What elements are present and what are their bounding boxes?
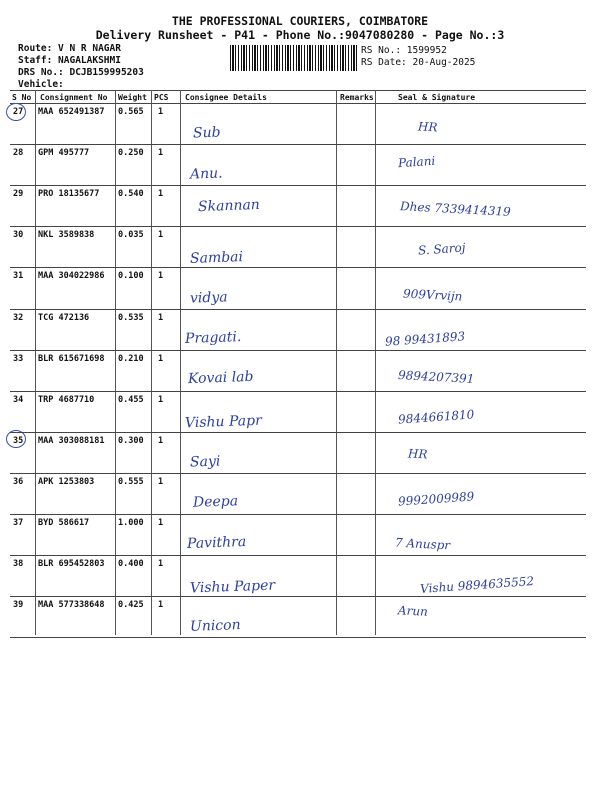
row-sno: 30 (13, 230, 24, 241)
rs-number: RS No.: 1599952 (361, 45, 447, 56)
row-weight: 0.300 (118, 435, 144, 446)
runsheet-subtitle: Delivery Runsheet - P41 - Phone No.:9047080280 - Page No.:3 (95, 28, 505, 42)
row-sno: 29 (13, 189, 24, 200)
consignee-handwriting: Skannan (197, 196, 261, 216)
row-weight: 0.555 (118, 476, 144, 487)
consignee-handwriting: Pavithra (186, 533, 247, 553)
row-pcs: 1 (158, 353, 164, 364)
row-divider (10, 350, 586, 351)
row-consignment-no: GPM 495777 (38, 148, 90, 159)
row-weight: 1.000 (118, 518, 144, 528)
consignee-handwriting: Sayi (189, 453, 221, 471)
col-consignee: Consignee Details (185, 93, 267, 102)
col-remarks: Remarks (340, 93, 374, 102)
consignee-handwriting: Sub (192, 124, 221, 142)
row-pcs: 1 (158, 312, 164, 323)
drs-label: DRS No.: DCJB159995203 (18, 67, 144, 78)
row-pcs: 1 (158, 435, 164, 446)
row-consignment-no: MAA 304022986 (38, 271, 105, 282)
consignee-handwriting: Vishu Paper (189, 577, 276, 597)
row-weight: 0.565 (118, 107, 144, 117)
vehicle-label: Vehicle: (18, 79, 64, 90)
row-divider (10, 267, 586, 268)
row-pcs: 1 (158, 230, 164, 241)
row-sno: 34 (13, 394, 24, 405)
row-divider (10, 391, 586, 392)
row-consignment-no: MAA 577338648 (38, 600, 105, 611)
row-weight: 0.035 (118, 230, 144, 241)
signature-handwriting: 9844661810 (397, 407, 475, 427)
row-sno: 36 (13, 476, 24, 487)
signature-handwriting: 909Vrvijn (402, 286, 463, 304)
consignee-handwriting: Pragati. (184, 329, 242, 347)
signature-handwriting: 7 Anuspr (394, 535, 451, 553)
row-divider (10, 226, 586, 227)
row-consignment-no: PRO 18135677 (38, 189, 100, 200)
row-weight: 0.535 (118, 312, 144, 323)
row-pcs: 1 (158, 600, 164, 611)
signature-handwriting: Palani (397, 153, 436, 171)
consignee-handwriting: Unicon (189, 617, 241, 635)
signature-handwriting: 9894207391 (397, 368, 475, 386)
col-signature: Seal & Signature (398, 93, 476, 102)
consignee-handwriting: Sambai (189, 249, 244, 267)
row-sno: 39 (13, 600, 24, 611)
row-consignment-no: BLR 695452803 (38, 559, 105, 570)
row-weight: 0.100 (118, 271, 144, 282)
signature-handwriting: HR (417, 119, 438, 135)
signature-handwriting: 9992009989 (397, 489, 475, 509)
row-weight: 0.210 (118, 353, 144, 364)
row-divider (10, 514, 586, 515)
row-divider (10, 185, 586, 186)
row-consignment-no: BYD 586617 (38, 518, 90, 528)
barcode (230, 45, 358, 71)
row-weight: 0.425 (118, 600, 144, 611)
row-sno: 38 (13, 559, 24, 570)
signature-handwriting: 98 99431893 (384, 329, 466, 349)
consignee-handwriting: vidya (189, 289, 228, 307)
row-sno: 32 (13, 312, 24, 323)
row-consignment-no: TCG 472136 (38, 312, 90, 323)
signature-handwriting: Arun (397, 603, 429, 619)
row-weight: 0.540 (118, 189, 144, 200)
row-divider (10, 473, 586, 474)
row-sno: 35 (13, 435, 24, 446)
row-pcs: 1 (158, 394, 164, 405)
row-consignment-no: NKL 3589838 (38, 230, 95, 241)
rs-date: RS Date: 20-Aug-2025 (361, 57, 476, 68)
signature-handwriting: HR (407, 446, 428, 462)
row-divider (10, 432, 586, 433)
row-pcs: 1 (158, 559, 164, 570)
signature-handwriting: Dhes 7339414319 (399, 199, 512, 219)
col-weight: Weight (118, 93, 147, 102)
signature-handwriting: Vishu 9894635552 (419, 574, 535, 596)
consignee-handwriting: Vishu Papr (184, 412, 263, 432)
row-weight: 0.250 (118, 148, 144, 159)
row-pcs: 1 (158, 107, 164, 117)
row-divider (10, 596, 586, 597)
row-pcs: 1 (158, 518, 164, 528)
signature-handwriting: S. Saroj (417, 240, 466, 258)
row-divider (10, 637, 586, 638)
row-pcs: 1 (158, 148, 164, 159)
row-sno: 31 (13, 271, 24, 282)
col-consignment: Consignment No (40, 93, 108, 102)
row-pcs: 1 (158, 271, 164, 282)
col-sno: S No (12, 93, 32, 102)
consignee-handwriting: Anu. (189, 165, 223, 183)
row-pcs: 1 (158, 189, 164, 200)
row-weight: 0.455 (118, 394, 144, 405)
row-sno: 33 (13, 353, 24, 364)
row-sno: 27 (13, 107, 24, 117)
consignee-handwriting: Kovai lab (187, 368, 254, 388)
route-label: Route: V N R NAGAR (18, 43, 121, 54)
row-consignment-no: TRP 4687710 (38, 394, 95, 405)
staff-label: Staff: NAGALAKSHMI (18, 55, 121, 66)
row-consignment-no: APK 1253803 (38, 476, 95, 487)
consignee-handwriting: Deepa (192, 493, 239, 511)
row-consignment-no: MAA 652491387 (38, 107, 105, 117)
row-sno: 28 (13, 148, 24, 159)
col-pcs: PCS (154, 93, 169, 102)
company-title: THE PROFESSIONAL COURIERS, COIMBATORE (171, 14, 429, 28)
row-pcs: 1 (158, 476, 164, 487)
row-divider (10, 555, 586, 556)
row-divider (10, 144, 586, 145)
row-sno: 37 (13, 518, 24, 528)
row-weight: 0.400 (118, 559, 144, 570)
row-consignment-no: BLR 615671698 (38, 353, 105, 364)
row-consignment-no: MAA 303088181 (38, 435, 105, 446)
row-divider (10, 309, 586, 310)
